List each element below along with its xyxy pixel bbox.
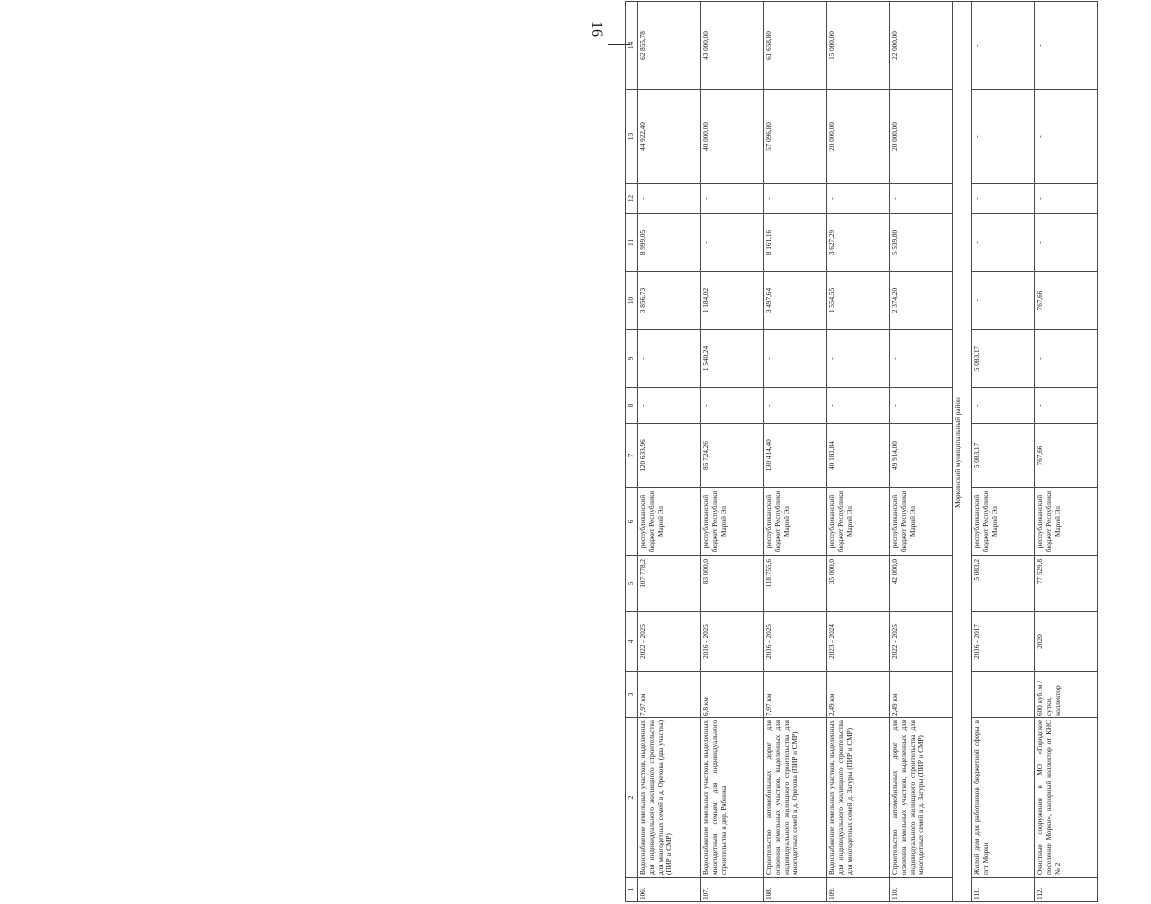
value-cell: - (1035, 184, 1098, 214)
total-funding: 130 414,40 (764, 424, 827, 488)
value-cell: 2 374,20 (890, 272, 953, 330)
period: 2020 (1035, 612, 1098, 672)
value-cell: 3 497,64 (764, 272, 827, 330)
capacity: 6,8 км (701, 672, 764, 718)
value-cell: 15 000,00 (827, 2, 890, 90)
value-cell: 5 083,17 (972, 330, 1035, 388)
period: 2023 - 2024 (827, 612, 890, 672)
column-number: 1 (626, 878, 638, 902)
value-cell: - (701, 214, 764, 272)
column-number: 6 (626, 488, 638, 556)
estimated-cost: 42 000,0 (890, 556, 953, 612)
value-cell: - (972, 214, 1035, 272)
value-cell: 62 855,78 (638, 2, 701, 90)
value-cell: - (1035, 330, 1098, 388)
value-cell: - (890, 184, 953, 214)
value-cell: 8 999,05 (638, 214, 701, 272)
funding-source: республиканский бюджет Республики Марий Эл (827, 488, 890, 556)
value-cell: - (972, 90, 1035, 184)
table-row (972, 2, 1035, 902)
row-number: 112. (1035, 878, 1098, 902)
value-cell: 44 922,40 (638, 90, 701, 184)
total-funding: 120 633,96 (638, 424, 701, 488)
value-cell: - (890, 330, 953, 388)
table-row (1035, 2, 1098, 902)
value-cell: 57 096,80 (764, 90, 827, 184)
column-number: 13 (626, 90, 638, 184)
estimated-cost: 83 000,0 (701, 556, 764, 612)
column-number: 3 (626, 672, 638, 718)
section-heading: Моркинский муниципальный район (953, 2, 972, 902)
value-cell: - (890, 388, 953, 424)
row-number: 107. (701, 878, 764, 902)
value-cell: 20 000,00 (827, 90, 890, 184)
value-cell: - (972, 184, 1035, 214)
table-row (827, 2, 890, 902)
object-name: Водоснабжение земельных участков, выделенных многодетным семьям для индивидуального строительства в дер. Рябинка (701, 718, 764, 878)
value-cell: - (1035, 90, 1098, 184)
table-row (638, 2, 701, 902)
value-cell: - (764, 388, 827, 424)
value-cell: 20 000,00 (890, 90, 953, 184)
object-name: Очистные сооружения в МО «Городское поселение Морки», напорный коллектор от КНС № 2 (1035, 718, 1098, 878)
row-number: 111. (972, 878, 1035, 902)
period: 2016 - 2017 (972, 612, 1035, 672)
funding-source: республиканский бюджет Республики Марий Эл (1035, 488, 1098, 556)
funding-source: республиканский бюджет Республики Марий Эл (890, 488, 953, 556)
value-cell: 767,66 (1035, 272, 1098, 330)
period: 2016 - 2025 (764, 612, 827, 672)
value-cell: 1 554,55 (827, 272, 890, 330)
value-cell: - (638, 388, 701, 424)
period: 2016 - 2025 (701, 612, 764, 672)
value-cell: 61 658,80 (764, 2, 827, 90)
value-cell: 8 161,16 (764, 214, 827, 272)
value-cell: - (1035, 2, 1098, 90)
capacity: 2,49 км (827, 672, 890, 718)
funding-source: республиканский бюджет Республики Марий Эл (638, 488, 701, 556)
value-cell: - (638, 184, 701, 214)
total-funding: 85 724,26 (701, 424, 764, 488)
row-number: 106. (638, 878, 701, 902)
row-number: 108. (764, 878, 827, 902)
value-cell: - (1035, 388, 1098, 424)
value-cell: 43 000,00 (701, 2, 764, 90)
funding-source: республиканский бюджет Республики Марий Эл (764, 488, 827, 556)
funding-source: республиканский бюджет Республики Марий Эл (972, 488, 1035, 556)
column-number: 11 (626, 214, 638, 272)
value-cell: 40 000,00 (701, 90, 764, 184)
value-cell: - (1035, 214, 1098, 272)
estimated-cost: 77 529,8 (1035, 556, 1098, 612)
column-number: 5 (626, 556, 638, 612)
table-row (701, 2, 764, 902)
value-cell: 1 184,02 (701, 272, 764, 330)
value-cell: - (972, 2, 1035, 90)
column-number: 7 (626, 424, 638, 488)
value-cell: - (764, 184, 827, 214)
investment-table (625, 1, 1098, 902)
column-number: 12 (626, 184, 638, 214)
page-number: 16 (588, 21, 605, 37)
value-cell: 3 856,73 (638, 272, 701, 330)
value-cell: - (701, 388, 764, 424)
object-name: Водоснабжение земельных участков, выделенных для индивидуального жилищного строительства для многодетных семей д. Загуры (ПИР и СМР) (827, 718, 890, 878)
estimated-cost: 35 000,0 (827, 556, 890, 612)
object-name: Жилой дом для работников бюджетной сферы в пгт Морки (972, 718, 1035, 878)
column-number: 10 (626, 272, 638, 330)
column-number: 4 (626, 612, 638, 672)
total-funding: 767,66 (1035, 424, 1098, 488)
table-row (890, 2, 953, 902)
section-heading-row (953, 2, 972, 902)
row-number: 110. (890, 878, 953, 902)
period: 2022 - 2025 (890, 612, 953, 672)
value-cell: 22 000,00 (890, 2, 953, 90)
value-cell: - (638, 330, 701, 388)
value-cell: - (972, 272, 1035, 330)
capacity: 2,49 км (890, 672, 953, 718)
column-number: 9 (626, 330, 638, 388)
capacity (972, 672, 1035, 718)
estimated-cost: 5 083,2 (972, 556, 1035, 612)
table-row (764, 2, 827, 902)
value-cell: - (701, 184, 764, 214)
capacity: 600 куб. м / сутки, коллектор (1035, 672, 1098, 718)
estimated-cost: 107 778,2 (638, 556, 701, 612)
value-cell: 1 540,24 (701, 330, 764, 388)
capacity: 7,97 км (764, 672, 827, 718)
rotated-sheet (625, 2, 1151, 902)
value-cell: 5 539,80 (890, 214, 953, 272)
object-name: Строительство автомобильных дорог для освоения земельных участков, выделенных для индивидуального жилищного строительства для многодетных семей в д. Орехова (ПИР и СМР) (764, 718, 827, 878)
column-number: 14 (626, 2, 638, 90)
value-cell: - (827, 388, 890, 424)
column-number-row (626, 2, 638, 902)
row-number: 109. (827, 878, 890, 902)
total-funding: 5 083,17 (972, 424, 1035, 488)
period: 2022 - 2025 (638, 612, 701, 672)
total-funding: 49 914,00 (890, 424, 953, 488)
column-number: 8 (626, 388, 638, 424)
object-name: Строительство автомобильных дорог для освоения земельных участков, выделенных для индивидуального жилищного строительства для многодетных семей в д. Загуры (ПИР и СМР) (890, 718, 953, 878)
capacity: 7,97 км (638, 672, 701, 718)
value-cell: 3 627,29 (827, 214, 890, 272)
value-cell: - (827, 330, 890, 388)
funding-source: республиканский бюджет Республики Марий Эл (701, 488, 764, 556)
column-number: 2 (626, 718, 638, 878)
object-name: Водоснабжение земельных участков, выделенных для индивидуального жилищного строительства для многодетных семей в д. Орехова (два участка) (ПИР и СМР) (638, 718, 701, 878)
value-cell: - (972, 388, 1035, 424)
value-cell: - (764, 330, 827, 388)
total-funding: 40 181,84 (827, 424, 890, 488)
value-cell: - (827, 184, 890, 214)
estimated-cost: 118 755,6 (764, 556, 827, 612)
